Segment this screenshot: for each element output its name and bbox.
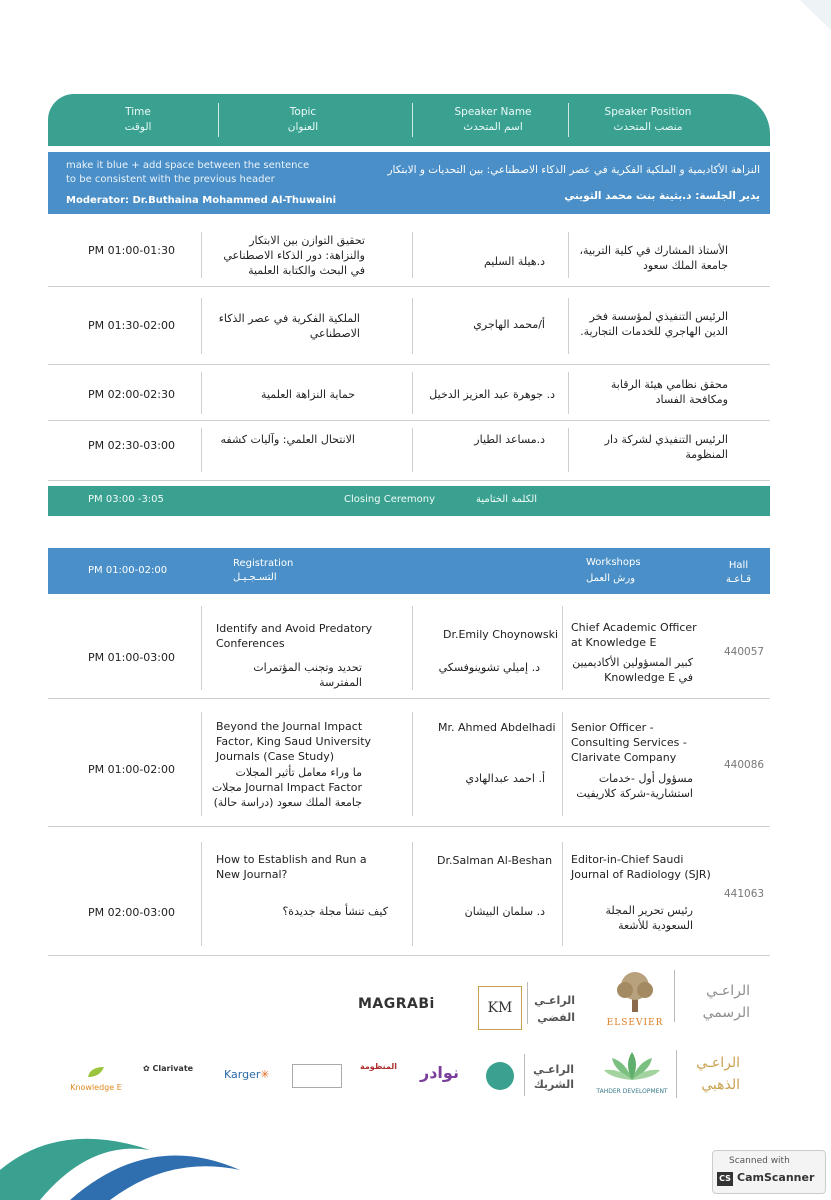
header-time xyxy=(88,94,188,146)
row-position: الرئيس التنفيذي لمؤسسة فخر الدين الهاجري للخدمات التجارية. xyxy=(580,310,728,338)
workshop-hall: 441063 xyxy=(724,888,765,900)
registration-ar: التسـجـيـل xyxy=(233,572,277,583)
row-position: محقق نظامي هيئة الرقابة ومكافحة الفساد xyxy=(610,378,728,406)
cell-divider xyxy=(568,372,569,414)
workshop-speaker-ar: د. إميلي تشوينوفسكي xyxy=(438,661,540,674)
hall-ar: قـاعـة xyxy=(726,574,752,585)
closing-label-en: Closing Ceremony xyxy=(344,494,436,505)
row-time: PM 02:30-03:00 xyxy=(88,439,175,452)
clarivate-icon: ✿ xyxy=(143,1064,150,1073)
workshop-time: PM 02:00-03:00 xyxy=(88,906,175,919)
knowledge-e-logo xyxy=(62,1064,130,1092)
workshop-topic-en: Beyond the Journal Impact Factor, King Saud University Journals (Case Study) xyxy=(216,720,372,763)
workshop-time: PM 01:00-03:00 xyxy=(88,651,175,664)
row-time: PM 01:00-01:30 xyxy=(88,244,175,257)
tahder-logo xyxy=(594,1050,670,1100)
cell-divider xyxy=(201,232,202,278)
row-divider xyxy=(48,955,770,956)
row-position: الأستاذ المشارك في كلية التربية، جامعة الملك سعود xyxy=(579,244,728,272)
closing-ceremony-bar xyxy=(48,486,770,516)
cell-divider xyxy=(568,428,569,472)
row-speaker: أ/محمد الهاجري xyxy=(473,318,545,331)
row-divider xyxy=(48,480,770,481)
header-speaker xyxy=(428,94,558,146)
registration-label xyxy=(233,557,293,585)
row-time: PM 01:30-02:00 xyxy=(88,319,175,332)
moderator-ar: يدير الجلسة: د.بثينة بنت محمد الثويني xyxy=(564,190,760,202)
camscanner-line2: CamScanner xyxy=(737,1171,815,1184)
session-title-ar: النزاهة الأكاديمية و الملكية الفكرية في عصر الذكاء الاصطناعي: بين التحديات و الابتكار xyxy=(387,164,760,176)
header-topic-ar: العنوان xyxy=(287,121,319,133)
cell-divider xyxy=(201,298,202,354)
corner-decoration-top xyxy=(740,0,831,40)
workshop-speaker-ar: أ. احمد عبدالهادي xyxy=(465,772,545,785)
workshop-position-en: Senior Officer - Consulting Services - Clarivate Company xyxy=(571,721,687,764)
cell-divider xyxy=(201,606,202,690)
cell-divider xyxy=(562,842,563,946)
moderator-en: Moderator: Dr.Buthaina Mohammed Al-Thuwaini xyxy=(66,195,337,206)
hall-label xyxy=(726,559,751,587)
workshops-en: Workshops xyxy=(586,557,641,568)
camscanner-icon: CS xyxy=(717,1172,733,1186)
cell-divider xyxy=(412,712,413,816)
sponsor-divider xyxy=(524,1054,525,1096)
official-sponsor-label: الراعـي الرسمي xyxy=(702,983,750,1021)
cell-divider xyxy=(201,842,202,946)
sponsor-divider xyxy=(676,1050,677,1098)
session-note-line1: make it blue + add space between the sentence xyxy=(66,160,310,171)
sponsor-divider xyxy=(674,970,675,1022)
workshop-position-en: Chief Academic Officer at Knowledge E xyxy=(571,621,697,649)
cell-divider xyxy=(568,232,569,278)
header-time-en: Time xyxy=(125,106,151,118)
workshop-speaker-en: Dr.Salman Al-Beshan xyxy=(437,854,553,867)
workshops-ar: ورش العمل xyxy=(586,573,636,584)
cell-divider xyxy=(201,712,202,816)
session-bar xyxy=(48,152,770,214)
cell-divider xyxy=(412,372,413,414)
clarivate-logo xyxy=(143,1064,193,1073)
header-time-ar: الوقت xyxy=(124,121,152,133)
row-divider xyxy=(48,286,770,287)
km-logo: KM xyxy=(478,986,522,1030)
header-speaker-ar: اسم المتحدث xyxy=(463,121,523,133)
closing-time: PM 03:00 -3:05 xyxy=(88,494,164,505)
workshop-speaker-ar: د. سلمان البيشان xyxy=(464,905,545,918)
knowledge-e-text: Knowledge E xyxy=(70,1083,122,1092)
workshops-header-time: PM 01:00-02:00 xyxy=(88,565,168,576)
magrabi-logo: MAGRABi xyxy=(358,996,435,1012)
row-divider xyxy=(48,698,770,699)
header-speaker-en: Speaker Name xyxy=(454,106,532,118)
workshop-topic-ar: ما وراء معامل تأثير المجلات Journal Impact Factor مجلات جامعة الملك سعود (دراسة حالة) xyxy=(211,766,362,809)
leaf-icon xyxy=(86,1065,106,1079)
lotus-icon xyxy=(602,1050,662,1084)
row-divider xyxy=(48,826,770,827)
row-divider xyxy=(48,420,770,421)
cell-divider xyxy=(412,428,413,472)
workshop-topic-ar: كيف تنشأ مجلة جديدة؟ xyxy=(282,905,388,918)
elsevier-text: ELSEVIER xyxy=(606,1018,664,1028)
elsevier-logo xyxy=(604,970,666,1030)
header-divider xyxy=(412,103,413,137)
registration-en: Registration xyxy=(233,558,294,569)
workshop-position-ar: رئيس تحرير المجلة السعودية للأشعة xyxy=(605,904,693,932)
workshop-speaker-en: Dr.Emily Choynowski xyxy=(443,628,559,641)
hall-en: Hall xyxy=(728,560,749,571)
workshop-position-ar: كبير المسؤولين الأكاديميين في Knowledge E xyxy=(572,656,693,684)
workshop-position-en: Editor-in-Chief Saudi Journal of Radiology (SJR) xyxy=(571,853,711,881)
cell-divider xyxy=(201,372,202,414)
corner-decoration xyxy=(0,1110,260,1200)
gold-sponsor-label: الراعـي الذهبي xyxy=(696,1055,740,1093)
cell-divider xyxy=(562,712,563,816)
row-topic: الملكية الفكرية في عصر الذكاء الاصطناعي xyxy=(218,312,360,340)
elsevier-tree-icon xyxy=(612,970,658,1014)
closing-label-ar: الكلمة الختامية xyxy=(476,494,538,505)
row-time: PM 02:00-02:30 xyxy=(88,388,175,401)
karger-star-icon: ✳ xyxy=(260,1068,270,1081)
workshop-time: PM 01:00-02:00 xyxy=(88,763,175,776)
camscanner-badge xyxy=(712,1150,826,1194)
partner-drop-icon xyxy=(486,1062,514,1090)
row-position: الرئيس التنفيذي لشركة دار المنظومة xyxy=(604,433,728,461)
session-note-line2: to be consistent with the previous header xyxy=(66,174,275,185)
row-speaker: د. جوهرة عبد العزيز الدخيل xyxy=(429,388,555,401)
row-speaker: د.مساعد الطيار xyxy=(474,433,545,446)
sponsor-divider xyxy=(527,982,528,1024)
partner-sponsor-label: الراعـي الشريك xyxy=(533,1063,574,1091)
schedule-header xyxy=(48,94,770,146)
workshop-topic-en: How to Establish and Run a New Journal? xyxy=(216,853,367,881)
workshop-topic-en: Identify and Avoid Predatory Conferences xyxy=(216,622,373,650)
cell-divider xyxy=(412,232,413,278)
camscanner-line1: Scanned with xyxy=(729,1156,790,1166)
partner-logo-box xyxy=(292,1064,342,1088)
workshop-speaker-en: Mr. Ahmed Abdelhadi xyxy=(438,721,556,734)
row-divider xyxy=(48,364,770,365)
tahder-text: TAHDER DEVELOPMENT xyxy=(596,1088,668,1095)
row-topic: حماية النزاهة العلمية xyxy=(261,388,355,401)
header-position xyxy=(568,94,728,146)
manthuma-logo: المنظومة xyxy=(360,1062,397,1071)
cell-divider xyxy=(412,298,413,354)
workshops-header xyxy=(48,548,770,594)
workshop-hall: 440086 xyxy=(724,759,765,771)
karger-text: Karger xyxy=(224,1068,261,1081)
row-speaker: د.هيلة السليم xyxy=(483,255,545,268)
cell-divider xyxy=(201,428,202,472)
cell-divider xyxy=(412,842,413,946)
nawader-logo: نوادر xyxy=(420,1063,459,1082)
workshops-label xyxy=(586,555,641,587)
cell-divider xyxy=(562,606,563,690)
session-note xyxy=(66,159,366,187)
row-topic: الانتحال العلمي: وآليات كشفه xyxy=(220,433,355,446)
row-topic: تحقيق التوازن بين الابتكار والنزاهة: دور الذكاء الاصطناعي في البحث والكتابة العلمية xyxy=(223,234,365,277)
workshop-topic-ar: تحديد وتجنب المؤتمرات المفترسة xyxy=(253,661,362,689)
header-topic xyxy=(248,94,358,146)
karger-logo xyxy=(224,1068,270,1081)
header-position-ar: منصب المتحدث xyxy=(613,121,683,133)
cell-divider xyxy=(568,298,569,354)
workshop-hall: 440057 xyxy=(724,646,765,658)
workshop-position-ar: مسؤول أول -خدمات استشارية-شركة كلاريفيت xyxy=(576,772,693,800)
header-topic-en: Topic xyxy=(289,106,317,118)
header-position-en: Speaker Position xyxy=(604,106,692,118)
silver-sponsor-label: الراعـي الفضي xyxy=(534,994,575,1024)
header-divider xyxy=(218,103,219,137)
cell-divider xyxy=(412,606,413,690)
clarivate-text: Clarivate xyxy=(152,1064,194,1073)
